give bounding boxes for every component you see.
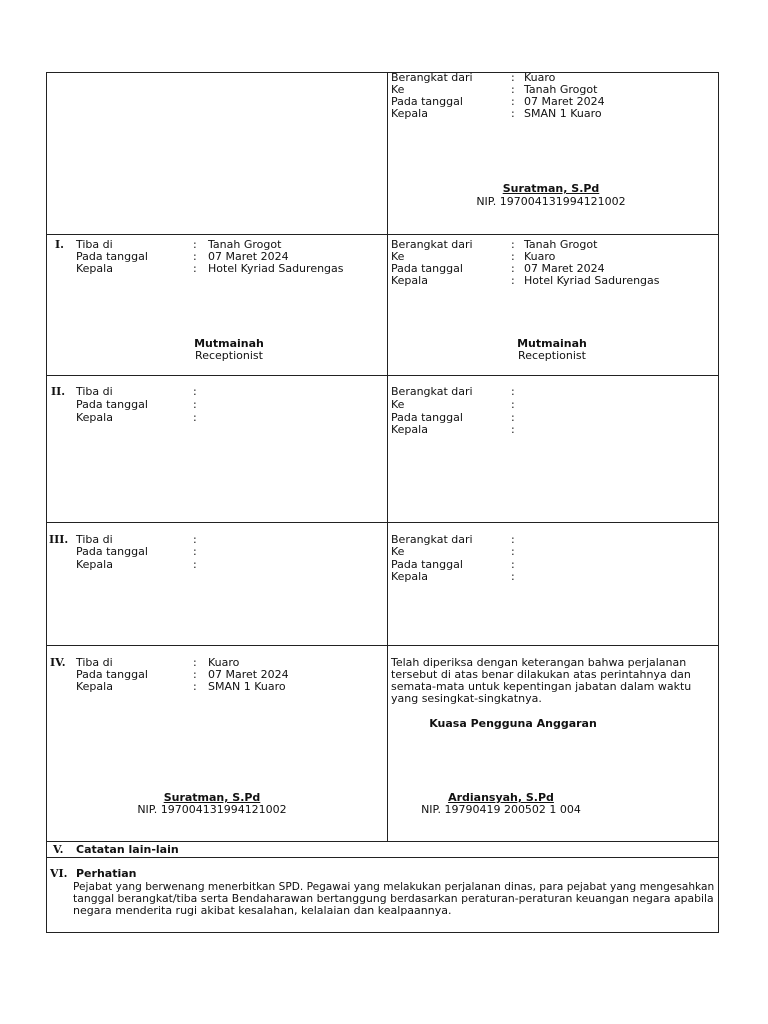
berangkat-label: Berangkat dari <box>391 533 473 546</box>
section-title: Perhatian <box>76 867 137 880</box>
column-divider <box>387 72 388 842</box>
verification-line-1: Telah diperiksa dengan keterangan bahwa perjalanan <box>391 656 687 669</box>
signer-name: Mutmainah <box>194 337 264 350</box>
signer-name: Suratman, S.Pd <box>163 791 261 804</box>
tanggal-value: 07 Maret 2024 <box>524 262 605 275</box>
tanggal-label: Pada tanggal <box>76 250 148 263</box>
signer-nip: NIP. 197004131994121002 <box>476 195 626 208</box>
colon: : <box>193 398 197 411</box>
colon: : <box>193 385 197 398</box>
colon: : <box>511 250 515 263</box>
signer-role: Receptionist <box>195 349 263 362</box>
tanggal-label: Pada tanggal <box>391 411 463 424</box>
colon: : <box>193 238 197 251</box>
section-title: Catatan lain-lain <box>76 843 179 856</box>
row-divider-2 <box>46 375 719 376</box>
tanggal-label: Pada tanggal <box>76 545 148 558</box>
kepala-value: Hotel Kyriad Sadurengas <box>208 262 344 275</box>
colon: : <box>193 558 197 571</box>
berangkat-label: Berangkat dari <box>391 385 473 398</box>
colon: : <box>511 423 515 436</box>
signer-role: Receptionist <box>518 349 586 362</box>
tanggal-label: Pada tanggal <box>391 558 463 571</box>
section-number: II. <box>51 385 66 398</box>
colon: : <box>511 411 515 424</box>
kepala-label: Kepala <box>391 423 428 436</box>
section-number: IV. <box>50 656 66 669</box>
colon: : <box>193 262 197 275</box>
table-border-left <box>46 72 47 933</box>
row-divider-6 <box>46 857 719 858</box>
berangkat-value: Tanah Grogot <box>524 238 598 251</box>
row-divider-3 <box>46 522 719 523</box>
kepala-label: Kepala <box>76 411 113 424</box>
section-number: I. <box>55 238 64 251</box>
kepala-label: Kepala <box>76 680 113 693</box>
colon: : <box>193 533 197 546</box>
colon: : <box>511 95 515 108</box>
tiba-value: Tanah Grogot <box>208 238 282 251</box>
tiba-value: Kuaro <box>208 656 240 669</box>
ke-label: Ke <box>391 83 405 96</box>
signer-nip: NIP. 197004131994121002 <box>137 803 287 816</box>
ke-value: Kuaro <box>524 250 556 263</box>
berangkat-label: Berangkat dari <box>391 71 473 84</box>
colon: : <box>511 398 515 411</box>
colon: : <box>511 107 515 120</box>
notice-line-1: Pejabat yang berwenang menerbitkan SPD. Pegawai yang melakukan perjalanan dinas, para pejabat yang mengesahkan <box>73 880 715 893</box>
tiba-label: Tiba di <box>76 533 113 546</box>
table-border-bottom <box>46 932 719 933</box>
tanggal-label: Pada tanggal <box>76 668 148 681</box>
signer-nip: NIP. 19790419 200502 1 004 <box>421 803 581 816</box>
signer-name: Ardiansyah, S.Pd <box>448 791 554 804</box>
tiba-label: Tiba di <box>76 385 113 398</box>
kepala-value: SMAN 1 Kuaro <box>524 107 602 120</box>
colon: : <box>193 680 197 693</box>
colon: : <box>511 238 515 251</box>
colon: : <box>511 545 515 558</box>
colon: : <box>193 411 197 424</box>
colon: : <box>511 570 515 583</box>
berangkat-value: Kuaro <box>524 71 556 84</box>
tiba-label: Tiba di <box>76 656 113 669</box>
signer-name: Mutmainah <box>517 337 587 350</box>
colon: : <box>511 533 515 546</box>
verification-line-3: semata-mata untuk kepentingan jabatan dalam waktu <box>391 680 692 693</box>
kepala-label: Kepala <box>76 262 113 275</box>
row-divider-4 <box>46 645 719 646</box>
tanggal-label: Pada tanggal <box>391 95 463 108</box>
colon: : <box>511 83 515 96</box>
table-border-top <box>46 72 719 73</box>
tanggal-value: 07 Maret 2024 <box>208 250 289 263</box>
tanggal-value: 07 Maret 2024 <box>208 668 289 681</box>
notice-line-3: negara menderita rugi akibat kesalahan, kelalaian dan kealpaannya. <box>73 904 452 917</box>
kepala-value: Hotel Kyriad Sadurengas <box>524 274 660 287</box>
verification-line-4: yang sesingkat-singkatnya. <box>391 692 542 705</box>
row-divider-5 <box>46 841 719 842</box>
colon: : <box>193 250 197 263</box>
section-number: VI. <box>50 867 68 880</box>
section-number: III. <box>49 533 69 546</box>
authority-title: Kuasa Pengguna Anggaran <box>429 717 597 730</box>
row-divider-1 <box>46 234 719 235</box>
ke-label: Ke <box>391 398 405 411</box>
ke-label: Ke <box>391 545 405 558</box>
kepala-value: SMAN 1 Kuaro <box>208 680 286 693</box>
colon: : <box>511 262 515 275</box>
colon: : <box>193 656 197 669</box>
colon: : <box>511 71 515 84</box>
tanggal-label: Pada tanggal <box>391 262 463 275</box>
berangkat-label: Berangkat dari <box>391 238 473 251</box>
notice-line-2: tanggal berangkat/tiba serta Bendaharawan bertanggung berdasarkan peraturan-peraturan keuangan negara apabila <box>73 892 714 905</box>
kepala-label: Kepala <box>391 570 428 583</box>
colon: : <box>511 274 515 287</box>
colon: : <box>511 558 515 571</box>
ke-label: Ke <box>391 250 405 263</box>
section-number: V. <box>53 843 64 856</box>
colon: : <box>511 385 515 398</box>
verification-line-2: tersebut di atas benar dilakukan atas perintahnya dan <box>391 668 691 681</box>
signer-name: Suratman, S.Pd <box>502 182 600 195</box>
kepala-label: Kepala <box>391 107 428 120</box>
ke-value: Tanah Grogot <box>524 83 598 96</box>
tanggal-value: 07 Maret 2024 <box>524 95 605 108</box>
kepala-label: Kepala <box>76 558 113 571</box>
tiba-label: Tiba di <box>76 238 113 251</box>
colon: : <box>193 545 197 558</box>
colon: : <box>193 668 197 681</box>
kepala-label: Kepala <box>391 274 428 287</box>
table-border-right <box>718 72 719 933</box>
tanggal-label: Pada tanggal <box>76 398 148 411</box>
